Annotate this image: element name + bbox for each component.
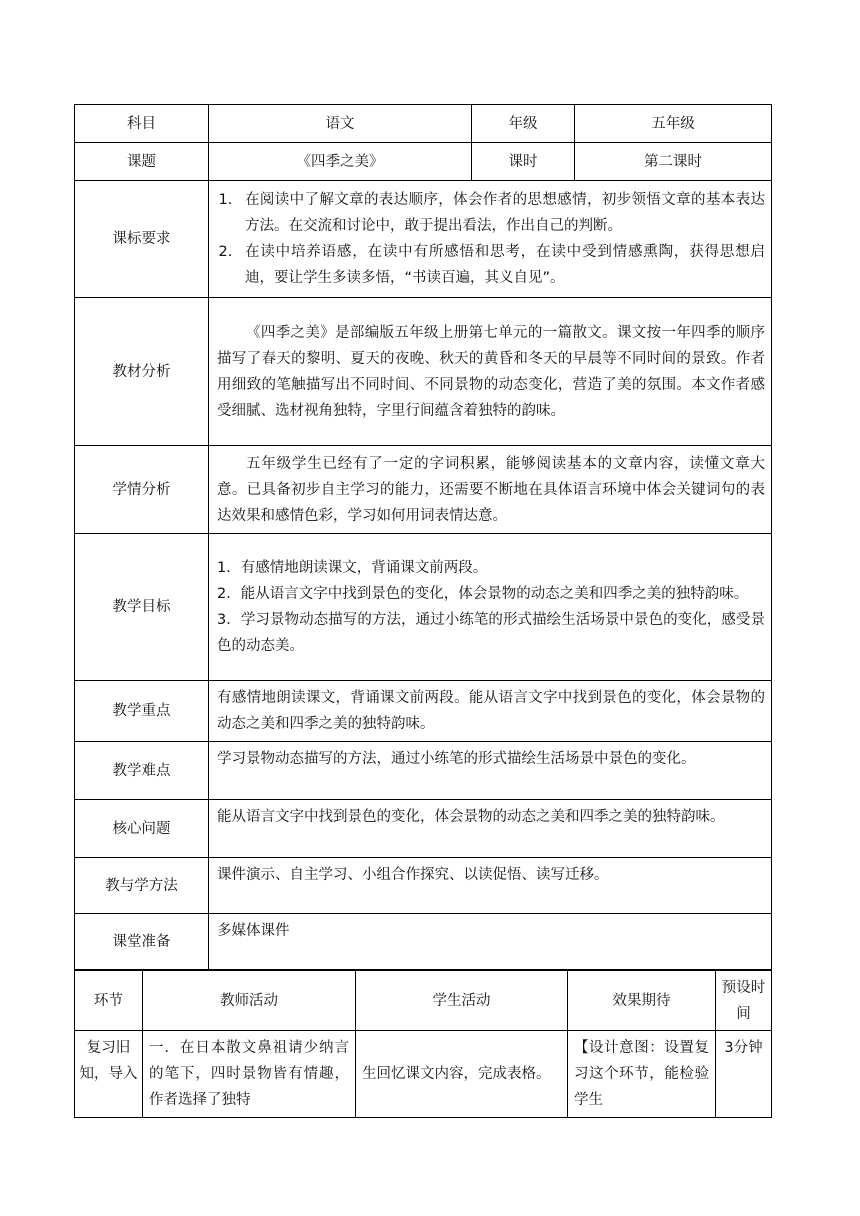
process-row bbox=[75, 1031, 772, 1118]
prep-row bbox=[75, 914, 772, 970]
curriculum-content bbox=[209, 181, 772, 298]
time-cell: 3分钟 bbox=[716, 1031, 772, 1118]
subject-label: 科目 bbox=[75, 105, 209, 143]
goals-content bbox=[209, 534, 772, 681]
goals-row bbox=[75, 534, 772, 681]
stage-cell: 复习旧知，导入 bbox=[75, 1031, 143, 1118]
teacher-activity-cell: 一．在日本散文鼻祖请少纳言的笔下，四时景物皆有情趣，作者选择了独特 bbox=[143, 1031, 356, 1118]
students-analysis: 五年级学生已经有了一定的字词积累，能够阅读基本的文章内容，读懂文章大意。已具备初步自主学习的能力，还需要不断地在具体语言环境中体会关键词句的表达效果和感情色彩，学习如何用词表情达意。 bbox=[209, 446, 772, 534]
subject-row bbox=[75, 105, 772, 143]
teaching-process-table bbox=[74, 970, 772, 1118]
grade-value: 五年级 bbox=[575, 105, 772, 143]
students-row bbox=[75, 446, 772, 534]
goal-item: 3．学习景物动态描写的方法，通过小练笔的形式描绘生活场景中景色的变化，感受景色的动态美。 bbox=[217, 612, 765, 654]
core-row bbox=[75, 800, 772, 858]
lesson-plan-document bbox=[74, 104, 771, 1118]
curriculum-item: 2. 在读中培养语感，在读中有所感悟和思考，在读中受到情感熏陶，获得思想启迪，要让学生多读多悟，“书读百遍，其义自见”。 bbox=[237, 239, 765, 291]
textbook-label: 教材分析 bbox=[75, 298, 209, 446]
difficulties-row bbox=[75, 742, 772, 800]
lesson-info-table bbox=[74, 104, 772, 970]
time-header: 预设时间 bbox=[716, 971, 772, 1031]
curriculum-list bbox=[209, 187, 771, 291]
curriculum-item: 1. 在阅读中了解文章的表达顺序，体会作者的思想感情，初步领悟文章的基本表达方法。在交流和讨论中，敢于提出看法，作出自己的判断。 bbox=[237, 187, 765, 239]
period-label: 课时 bbox=[472, 143, 575, 181]
goal-item: 2．能从语言文字中找到景色的变化，体会景物的动态之美和四季之美的独特韵味。 bbox=[217, 586, 749, 602]
goal-item: 1．有感情地朗读课文，背诵课文前两段。 bbox=[217, 560, 488, 576]
student-activity-header: 学生活动 bbox=[356, 971, 568, 1031]
key-points-label: 教学重点 bbox=[75, 681, 209, 742]
methods-text: 课件演示、自主学习、小组合作探究、以读促悟、读写迁移。 bbox=[209, 858, 772, 914]
prep-text: 多媒体课件 bbox=[209, 914, 772, 970]
topic-label: 课题 bbox=[75, 143, 209, 181]
goals-label: 教学目标 bbox=[75, 534, 209, 681]
key-points-row bbox=[75, 681, 772, 742]
core-text: 能从语言文字中找到景色的变化，体会景物的动态之美和四季之美的独特韵味。 bbox=[209, 800, 772, 858]
students-label: 学情分析 bbox=[75, 446, 209, 534]
student-activity-cell: 生回忆课文内容，完成表格。 bbox=[356, 1031, 568, 1118]
period-value: 第二课时 bbox=[575, 143, 772, 181]
teacher-activity-header: 教师活动 bbox=[143, 971, 356, 1031]
curriculum-label: 课标要求 bbox=[75, 181, 209, 298]
prep-label: 课堂准备 bbox=[75, 914, 209, 970]
process-header-row bbox=[75, 971, 772, 1031]
topic-value: 《四季之美》 bbox=[209, 143, 472, 181]
core-label: 核心问题 bbox=[75, 800, 209, 858]
difficulties-text: 学习景物动态描写的方法，通过小练笔的形式描绘生活场景中景色的变化。 bbox=[209, 742, 772, 800]
textbook-analysis: 《四季之美》是部编版五年级上册第七单元的一篇散文。课文按一年四季的顺序描写了春天的黎明、夏天的夜晚、秋天的黄昏和冬天的早晨等不同时间的景致。作者用细致的笔触描写出不同时间、不同景物的动态变化，营造了美的氛围。本文作者感受细腻、选材视角独特，字里行间蕴含着独特的韵味。 bbox=[209, 298, 772, 446]
effect-cell: 【设计意图：设置复习这个环节，能检验学生 bbox=[568, 1031, 716, 1118]
difficulties-label: 教学难点 bbox=[75, 742, 209, 800]
stage-header: 环节 bbox=[75, 971, 143, 1031]
methods-label: 教与学方法 bbox=[75, 858, 209, 914]
curriculum-row bbox=[75, 181, 772, 298]
subject-value: 语文 bbox=[209, 105, 472, 143]
effect-header: 效果期待 bbox=[568, 971, 716, 1031]
key-points-text: 有感情地朗读课文，背诵课文前两段。能从语言文字中找到景色的变化，体会景物的动态之美和四季之美的独特韵味。 bbox=[209, 681, 772, 742]
topic-row bbox=[75, 143, 772, 181]
methods-row bbox=[75, 858, 772, 914]
grade-label: 年级 bbox=[472, 105, 575, 143]
textbook-row bbox=[75, 298, 772, 446]
